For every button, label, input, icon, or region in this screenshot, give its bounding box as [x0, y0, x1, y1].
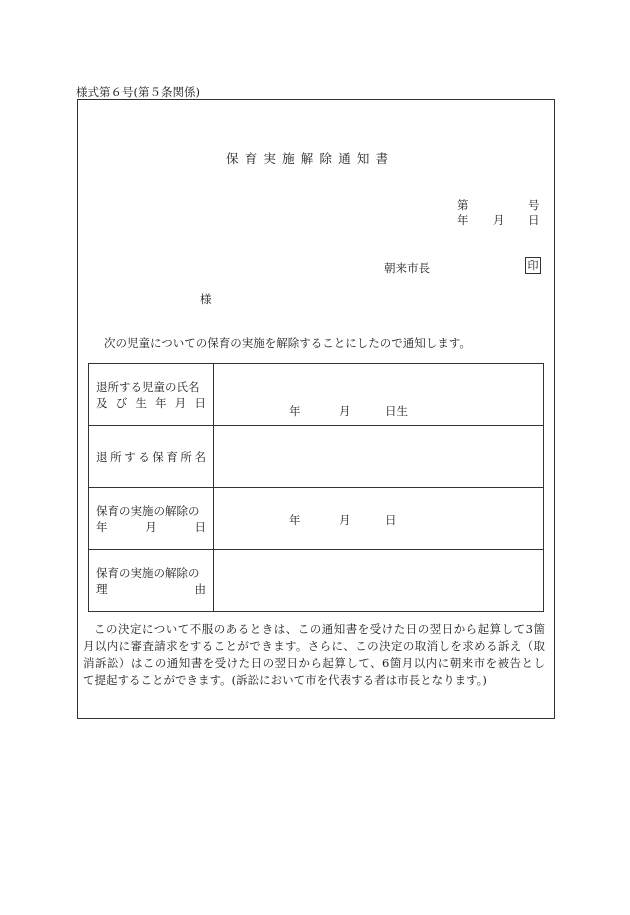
- notice-line: 月以内に審査請求をすることができます。さらに、この決定の取消しを求める訴え（取: [83, 639, 545, 653]
- birth-month-unit: 月: [339, 404, 351, 418]
- appeal-notice: [83, 621, 545, 689]
- row-label-line1: 退所する保育所名: [96, 449, 206, 464]
- document-number-suffix: 号: [528, 198, 540, 212]
- document-title: 保育実施解除通知書: [226, 151, 395, 166]
- notice-line: この決定について不服のあるときは、この通知書を受けた日の翌日から起算して3箇: [94, 622, 545, 636]
- release-reason-field[interactable]: [214, 550, 544, 612]
- row-label-line2: 理由: [96, 581, 206, 596]
- table-row: [89, 426, 544, 488]
- row-label-cell: [89, 426, 214, 488]
- row-label-line2: 年月日: [96, 519, 206, 534]
- birth-year-unit: 年: [289, 404, 301, 418]
- birth-day-unit: 日生: [385, 404, 408, 418]
- row-label-line1: 保育の実施の解除の: [96, 503, 200, 518]
- table-row: [89, 364, 544, 426]
- row-label-cell: [89, 488, 214, 550]
- row-label-line1: 保育の実施の解除の: [96, 565, 200, 580]
- release-month-unit: 月: [339, 513, 351, 527]
- table-row: [89, 550, 544, 612]
- table-row: [89, 488, 544, 550]
- notice-line: 消訴訟）はこの通知書を受けた日の翌日から起算して、6箇月以内に朝来市を被告とし: [83, 656, 545, 670]
- child-info-table: [88, 363, 544, 612]
- document-number-prefix: 第: [457, 198, 469, 212]
- seal-mark: 印: [525, 257, 541, 274]
- row-label-cell: [89, 364, 214, 426]
- release-date-field[interactable]: [214, 488, 544, 550]
- issue-date-year: 年: [457, 213, 469, 227]
- issuer-name: 朝来市長: [384, 261, 430, 275]
- release-year-unit: 年: [289, 513, 301, 527]
- intro-text: 次の児童についての保育の実施を解除することにしたので通知します。: [104, 336, 471, 350]
- row-label-line2: 及び生年月日: [96, 395, 206, 410]
- addressee-suffix: 様: [200, 292, 212, 306]
- nursery-name-field[interactable]: [214, 426, 544, 488]
- issue-date-month: 月: [493, 213, 505, 227]
- form-number-label: 様式第６号(第５条関係): [76, 85, 200, 99]
- child-name-birthdate-field[interactable]: [214, 364, 544, 426]
- row-label-line1: 退所する児童の氏名: [96, 379, 200, 394]
- notice-line: て提起することができます。(訴訟において市を代表する者は市長となります。): [83, 673, 487, 687]
- row-label-cell: [89, 550, 214, 612]
- issue-date-day: 日: [528, 213, 540, 227]
- release-day-unit: 日: [385, 513, 397, 527]
